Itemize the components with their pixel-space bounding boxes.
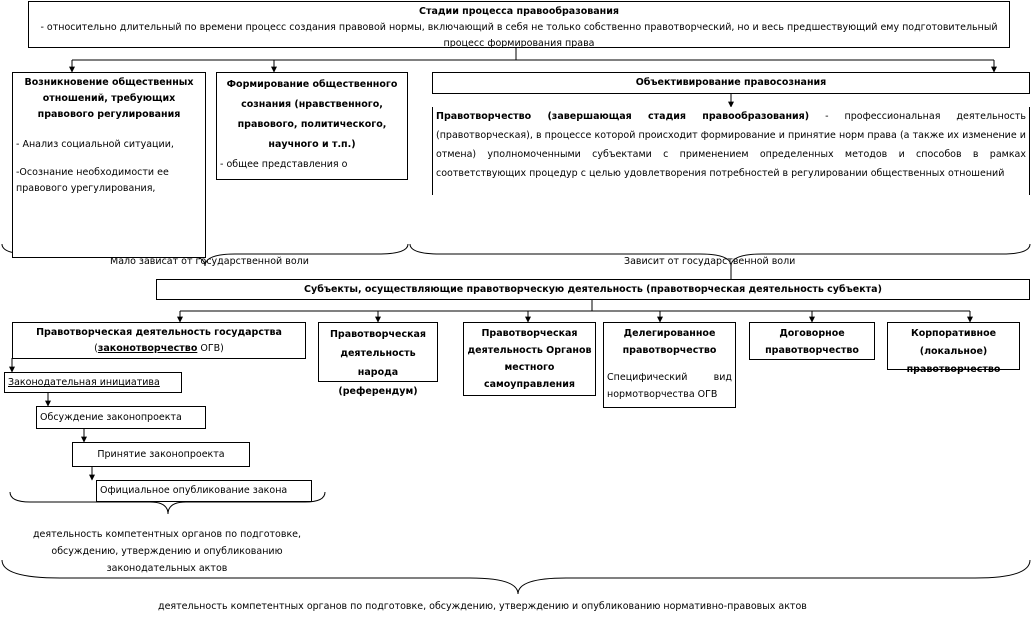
local-text: Правотворческая деятельность Органов местного самоуправления bbox=[467, 328, 592, 390]
step-discussion-text: Обсуждение законопроекта bbox=[40, 412, 182, 423]
emergence-item-2: -Осознание необходимости ее правового урегулирования, bbox=[16, 167, 169, 194]
step-initiative bbox=[4, 372, 182, 393]
people-box bbox=[318, 322, 438, 397]
corporate-box bbox=[887, 322, 1020, 375]
corporate-text: Корпоративное (локальное) правотворчество bbox=[906, 328, 1001, 375]
subjects-title: Субъекты, осуществляющие правотворческую деятельность (правотворческая деятельность субъекта) bbox=[304, 284, 882, 295]
people-text: Правотворческая деятельность народа (референдум) bbox=[329, 329, 427, 397]
local-box bbox=[463, 322, 596, 396]
independent-label: Мало зависат от государственной воли bbox=[110, 256, 309, 267]
delegated-text: Специфический вид нормотворчества ОГВ bbox=[607, 372, 732, 400]
stages-description: - относительно длительный по времени процесс создания правовой нормы, включающий в себя не только собственно правотворческий, но и весь предшествующий ему подготовительный процесс формирования права bbox=[40, 22, 998, 49]
formation-item-1: - общее представления о bbox=[220, 159, 348, 170]
delegated-box bbox=[603, 322, 736, 408]
step-publication bbox=[96, 480, 312, 502]
stages-box bbox=[28, 1, 1010, 48]
lawmaking-term: Правотворчество (завершающая стадия правообразования) bbox=[436, 111, 810, 122]
dependent-label: Зависит от государственной воли bbox=[624, 256, 796, 267]
objectification-title: Объективирование правосознания bbox=[635, 77, 827, 88]
subjects-box bbox=[156, 279, 1030, 300]
formation-title: Формирование общественного сознания (нравственного, правового, политического, научного и т.п.) bbox=[226, 79, 398, 150]
emergence-title: Возникновение общественных отношений, требующих правового регулирования bbox=[24, 77, 194, 120]
step-publication-text: Официальное опубликование закона bbox=[100, 485, 288, 496]
step-discussion bbox=[36, 406, 206, 429]
state-open: ( bbox=[94, 343, 98, 354]
emergence-box bbox=[12, 72, 206, 258]
step-adoption-text: Принятие законопроекта bbox=[97, 449, 225, 460]
lawmaking-text: - профессиональная деятельность (правотворческая), в процессе которой происходит формирование и принятие норм права (а также их изменение и отмена) уполномоченными субъектами с применением определенных методов и способов в рамках соответствующих процедур с целью удовлетворения потребностей в регулировании общественных отношений bbox=[436, 111, 1026, 179]
state-law: законотворчество bbox=[97, 343, 198, 354]
delegated-title: Делегированное правотворчество bbox=[622, 328, 717, 356]
step-initiative-text: Законодательная инициатива bbox=[8, 377, 160, 388]
state-close: ОГВ) bbox=[197, 343, 224, 354]
state-title: Правотворческая деятельность государства bbox=[36, 327, 282, 338]
activity-acts-text: деятельность компетентных органов по подготовке, обсуждению, утверждению и опубликованию законодательных актов bbox=[32, 529, 302, 574]
formation-box bbox=[216, 72, 408, 180]
activity-acts-label bbox=[14, 526, 320, 576]
activity-npa-label: деятельность компетентных органов по подготовке, обсуждению, утверждению и опубликованию нормативно-правовых актов bbox=[158, 601, 807, 612]
contract-text: Договорное правотворчество bbox=[765, 328, 859, 356]
stages-title: Стадии процесса правообразования bbox=[418, 6, 619, 17]
step-adoption bbox=[72, 442, 250, 467]
objectification-box bbox=[432, 72, 1030, 94]
state-box bbox=[12, 322, 306, 359]
lawmaking-box bbox=[432, 107, 1030, 195]
emergence-item-1: - Анализ социальной ситуации, bbox=[16, 139, 174, 150]
contract-box bbox=[749, 322, 875, 360]
